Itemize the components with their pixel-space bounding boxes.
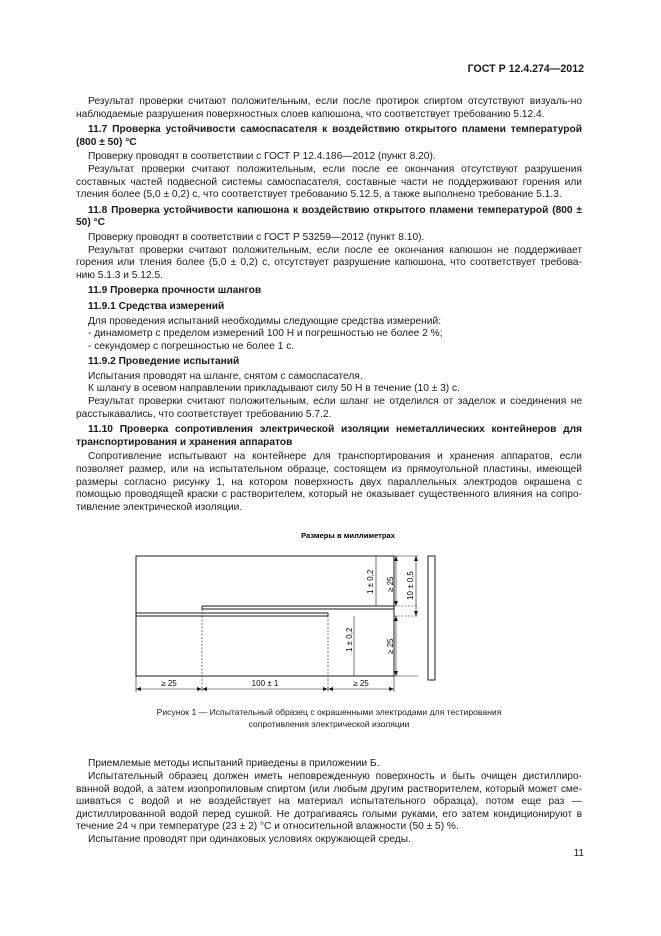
paragraph: Результат проверки считают положительным, если шланг не отделился от заделок и соединения не расстыкавались, что соответствует требованию 5.7.2. [76,396,582,420]
dim-right-label: ≥ 25 [353,679,369,689]
figure-dims-title: Размеры в миллиметрах [301,531,395,541]
paragraph: Для проведения испытаний необходимы следующие средства измерений: [88,315,442,327]
dim-gap-bottom-label: 1 ± 0,2 [345,628,354,653]
figure-1 [76,526,582,706]
section-heading: 11.9 Проверка прочности шлангов [88,285,262,297]
section-heading: 11.8 Проверка устойчивости капюшона к воздействию открытого пламени температурой (800 ± 50) °С [76,204,582,229]
figure-caption-line1: Рисунок 1 — Испытательный образец с окрашенными электродами для тестирования [156,707,502,718]
section-heading: 11.7 Проверка устойчивости самоспасателя к воздействию открытого пламени температурой (800 ± 50) °С [76,124,582,148]
figure-drawing [76,526,582,698]
text-block-top [76,96,582,514]
paragraph: К шлангу в осевом направлении прикладывают силу 50 Н в течение (10 ± 3) с. [88,383,460,395]
figure-caption [76,706,582,730]
dim-top-height-label: ≥ 25 [386,576,395,593]
dim-electrode-width-label: 10 ± 0,5 [406,571,415,601]
paragraph: Испытание проводят при одинаковых условиях окружающей среды. [88,833,411,845]
paragraph: Результат проверки считают положительным, если после протирок спиртом отсутствуют визуаль-но наблюдаемые разрушения поверхностных слоев капюшона, что соответствует требованию 5.12.4. [76,96,582,120]
side-view [428,556,435,680]
paragraph: Приемлемые методы испытаний приведены в приложении Б. [88,758,380,770]
paragraph: Результат проверки считают положительным, если после ее окончания отсутствуют разрушения составных частей подвесной системы самоспасателя, составные части не поддерживают горения или тления более (5,0 ± 0,2) с, что соответствует требованию 5.12.5, а также выполнено требование 5.1.3. [76,163,582,201]
section-heading: 11.9.2 Проведение испытаний [88,356,240,368]
paragraph: Сопротивление испытывают на контейнере для транспортирования и хранения аппаратов, если позволяет размер, или на испытательном образце, состоящем из прямоугольной пластины, имеющей размеры согласно рисунку 1, на котором поверхность двух параллельных электродов окрашена с помощью проводящей краски с растворителем, который не оказывает существенного влияния на сопро-тивление электрической изоляции. [76,451,582,513]
section-heading: 11.9.1 Средства измерений [88,300,225,312]
section-heading: 11.10 Проверка сопротивления электрической изоляции неметаллических контейнеров для транспортирования и хранения аппаратов [76,424,582,448]
paragraph: Проверку проводят в соответствии с ГОСТ Р 12.4.186—2012 (пункт 8.20). [88,151,436,163]
figure-caption-line2: сопротивления электрической изоляции [248,719,410,730]
dim-left-label: ≥ 25 [161,679,177,689]
paragraph: Результат проверки считают положительным, если после ее окончания капюшон не поддерживает горения или тления более (5,0 ± 0,2) с, отсутствует разрушение капюшона, что соответствует требова-нию 5.1.3 и 5.12.5. [76,244,582,281]
dim-gap-top-label: 1 ± 0,2 [366,570,375,595]
paragraph: Испытания проводят на шланге, снятом с самоспасателя. [88,370,363,382]
paragraph: - динамометр с пределом измерений 100 Н и погрешностью не более 2 %; [88,328,443,340]
document-code: ГОСТ Р 12.4.274—2012 [467,63,584,75]
page-number: 11 [573,848,584,859]
page-content [76,96,582,847]
dim-length-label: 100 ± 1 [251,679,279,689]
dim-bottom-height-label: ≥ 25 [386,638,395,655]
paragraph: Испытательный образец должен иметь неповрежденную поверхность и быть очищен дистиллиро-ванной водой, а затем изопропиловым спиртом (или любым другим растворителем, который может сме-шиваться с водой и не воздействует на материал испытательного образца), потом еще раз — дистиллированной водой перед сушкой. Не дотрагиваясь голыми руками, его затем кондиционируют в течение 24 ч при температуре (23 ± 2) °С и относительной влажности (50 ± 5) %. [76,771,582,833]
paragraph: - секундомер с погрешностью не более 1 с. [88,340,295,352]
paragraph: Проверку проводят в соответствии с ГОСТ Р 53259—2012 (пункт 8.10). [88,231,425,243]
text-block-bottom [76,758,582,846]
